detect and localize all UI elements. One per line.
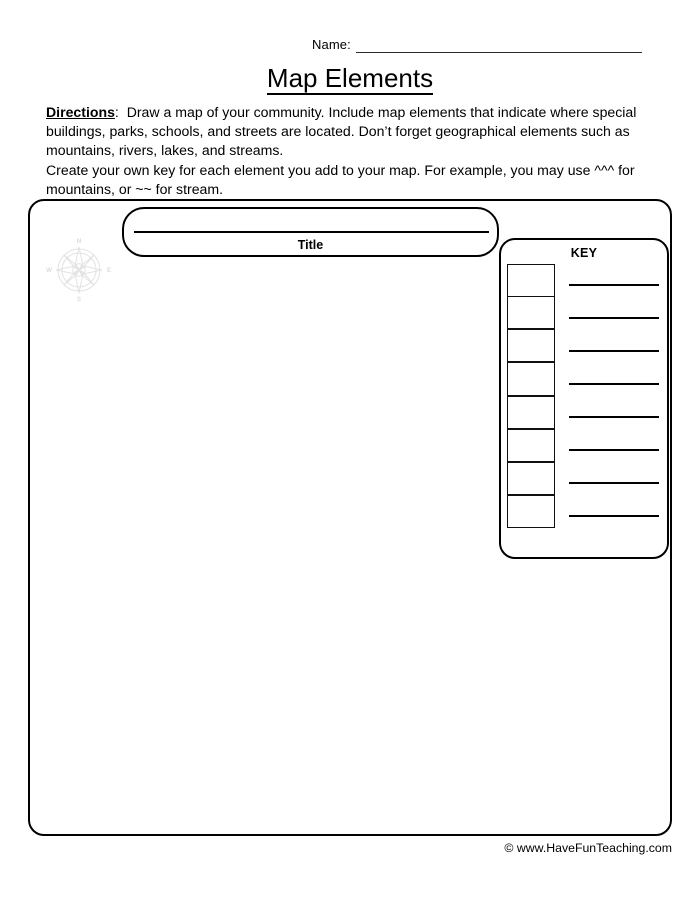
name-field-row [312, 38, 642, 53]
compass-rose-icon [41, 230, 117, 306]
directions-label: Directions [46, 104, 115, 120]
compass-south-label: S [76, 296, 82, 303]
key-row [507, 496, 667, 529]
name-input-line[interactable] [356, 39, 642, 53]
compass-east-label: E [106, 267, 112, 274]
key-row [507, 363, 667, 396]
key-label-line[interactable] [569, 284, 659, 286]
directions-block [46, 103, 674, 199]
map-key-caption: KEY [570, 246, 598, 260]
key-label-line[interactable] [569, 482, 659, 484]
directions-paragraph-2: Create your own key for each element you add to your map. For example, you may use ^^^ for mountains, or ~~ for stream. [46, 161, 635, 197]
key-symbol-box[interactable] [507, 329, 555, 362]
key-label-line[interactable] [569, 449, 659, 451]
key-label-line[interactable] [569, 515, 659, 517]
key-symbol-box[interactable] [507, 362, 555, 395]
footer-copyright: © www.HaveFunTeaching.com [504, 841, 672, 855]
key-label-line[interactable] [569, 416, 659, 418]
compass-west-label: W [46, 267, 52, 274]
page-title [0, 63, 700, 93]
map-title-input-line[interactable] [134, 231, 489, 233]
key-symbol-box[interactable] [507, 396, 555, 429]
compass-north-label: N [76, 238, 82, 245]
map-title-caption: Title [297, 238, 324, 252]
key-row [507, 396, 667, 429]
directions-paragraph-1 [46, 103, 674, 161]
key-row [507, 297, 667, 330]
map-key-rows [507, 264, 667, 529]
key-symbol-box[interactable] [507, 429, 555, 462]
key-symbol-box[interactable] [507, 296, 555, 329]
directions-label-suffix: : [114, 104, 119, 120]
key-symbol-box[interactable] [507, 264, 555, 297]
key-symbol-box[interactable] [507, 495, 555, 528]
directions-text-1: Draw a map of your community. Include map elements that indicate where special buildings, parks, schools, and streets are located. Don’t forget geographical elements such as mountains, rivers, lakes, and streams. [46, 104, 637, 159]
key-row [507, 463, 667, 496]
key-row [507, 429, 667, 462]
key-row [507, 264, 667, 297]
key-row [507, 330, 667, 363]
name-label: Name: [312, 37, 351, 52]
key-symbol-box[interactable] [507, 462, 555, 495]
key-label-line[interactable] [569, 350, 659, 352]
map-key-box [499, 238, 669, 559]
map-title-box[interactable] [122, 207, 499, 257]
page-title-text: Map Elements [266, 63, 434, 93]
key-label-line[interactable] [569, 383, 659, 385]
key-label-line[interactable] [569, 317, 659, 319]
